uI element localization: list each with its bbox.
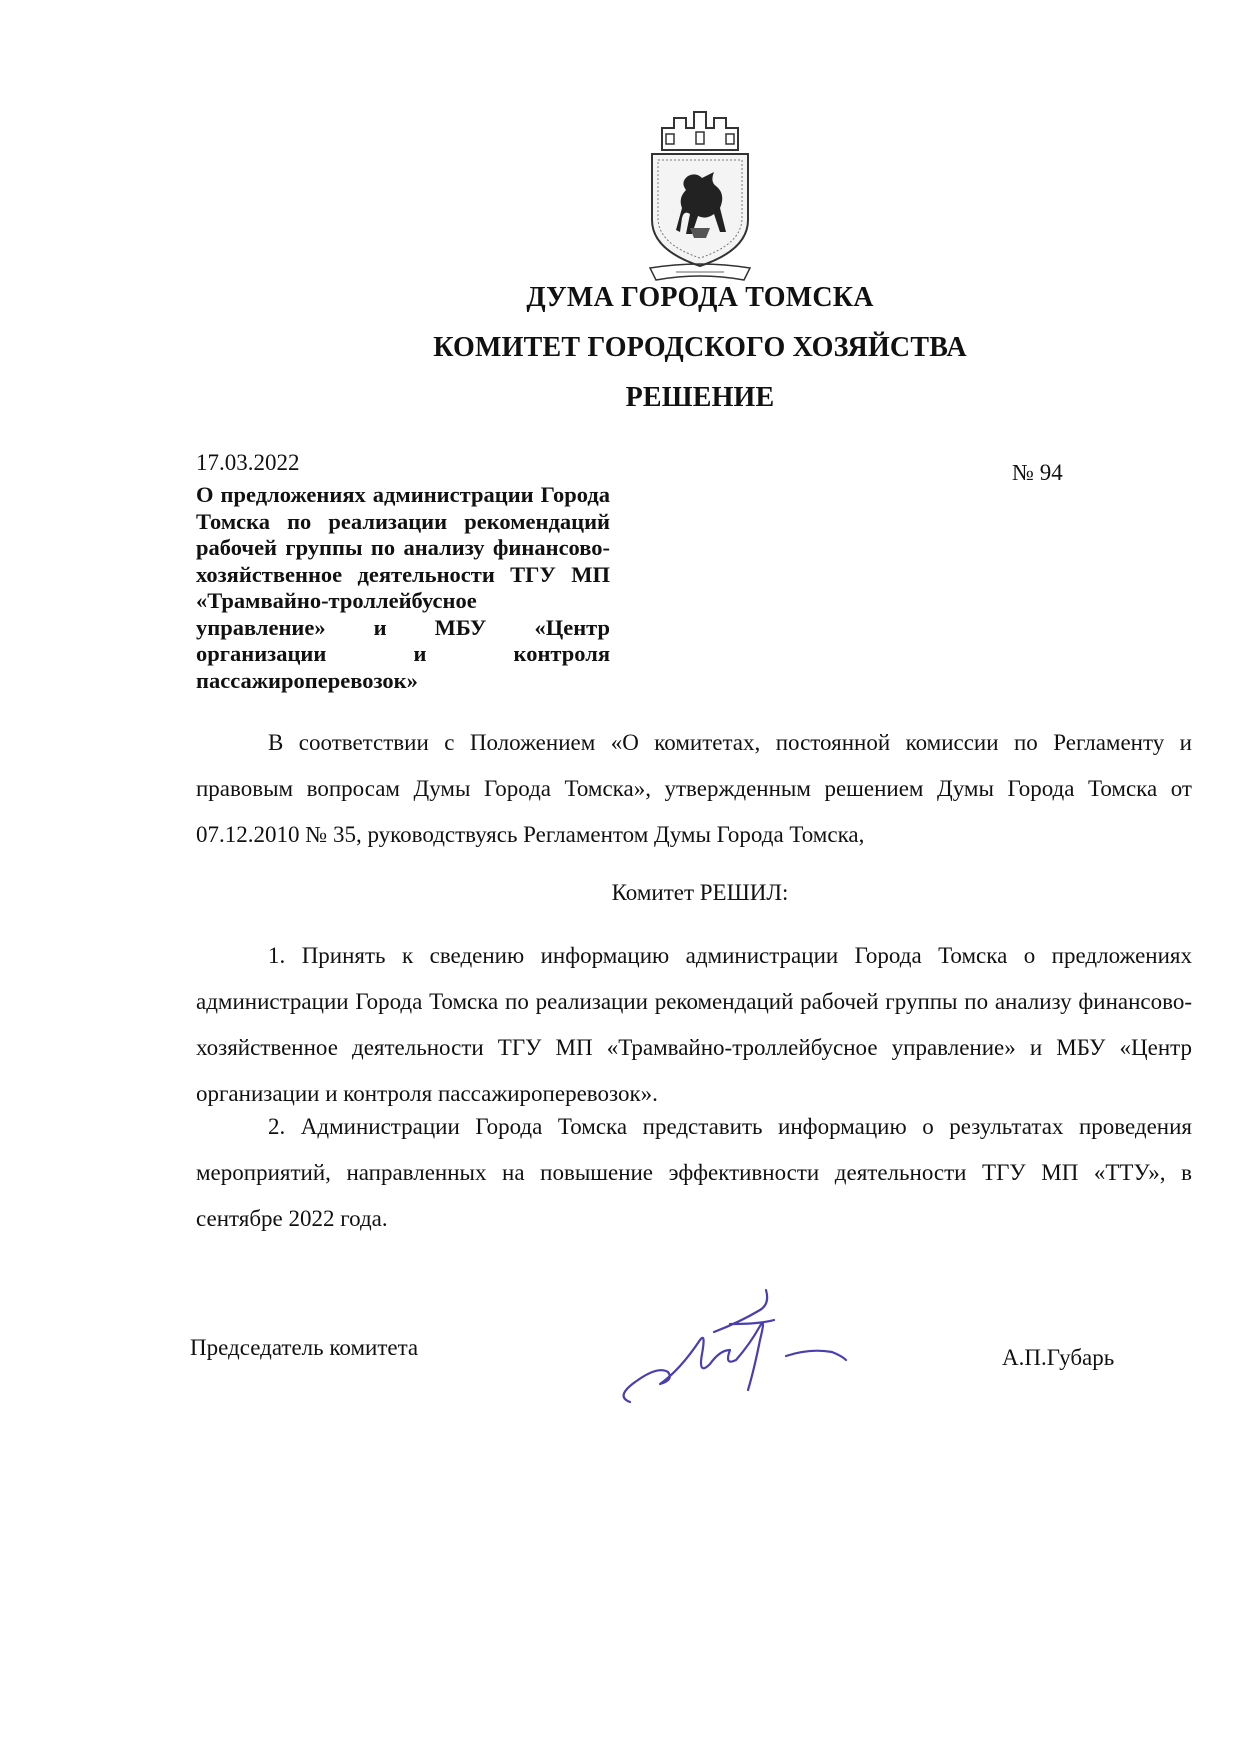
resolution-item-2: 2. Администрации Города Томска представить информацию о результатах проведения мероприятий, направленных на повышение эффективности деятельности ТГУ МП «ТТУ», в сентябре 2022 года. [196,1114,1192,1231]
handwritten-signature [610,1280,870,1410]
resolved-label: Комитет РЕШИЛ: [611,880,789,905]
committee-name: КОМИТЕТ ГОРОДСКОГО ХОЗЯЙСТВА [433,332,967,363]
document-number: № 94 [1012,460,1063,485]
intro-paragraph: В соответствии с Положением «О комитетах, постоянной комиссии по Регламенту и правовым вопросам Думы Города Томска», утвержденным решением Думы Города Томска от 07.12.2010 № 35, руководствуясь Регламентом Думы Города Томска, [196,730,1192,847]
tomsk-coat-of-arms-icon [640,110,760,285]
org-name: ДУМА ГОРОДА ТОМСКА [526,282,874,313]
signer-title: Председатель комитета [190,1335,419,1360]
resolution-item-1: 1. Принять к сведению информацию администрации Города Томска о предложениях администрации Города Томска по реализации рекомендаций рабочей группы по анализу финансово-хозяйственное деятельности ТГУ МП «Трамвайно-троллейбусное управление» и МБУ «Центр организации и контроля пассажироперевозок». [196,943,1192,1106]
document-date: 17.03.2022 [196,450,300,475]
signer-name: А.П.Губарь [1002,1345,1115,1370]
document-type: РЕШЕНИЕ [625,382,775,413]
document-subject: О предложениях администрации Города Томска по реализации рекомендаций рабочей группы по анализу финансово-хозяйственное деятельности ТГУ МП «Трамвайно-троллейбусное управление» и МБУ «Центр организации и контроля пассажироперевозок» [196,482,610,693]
